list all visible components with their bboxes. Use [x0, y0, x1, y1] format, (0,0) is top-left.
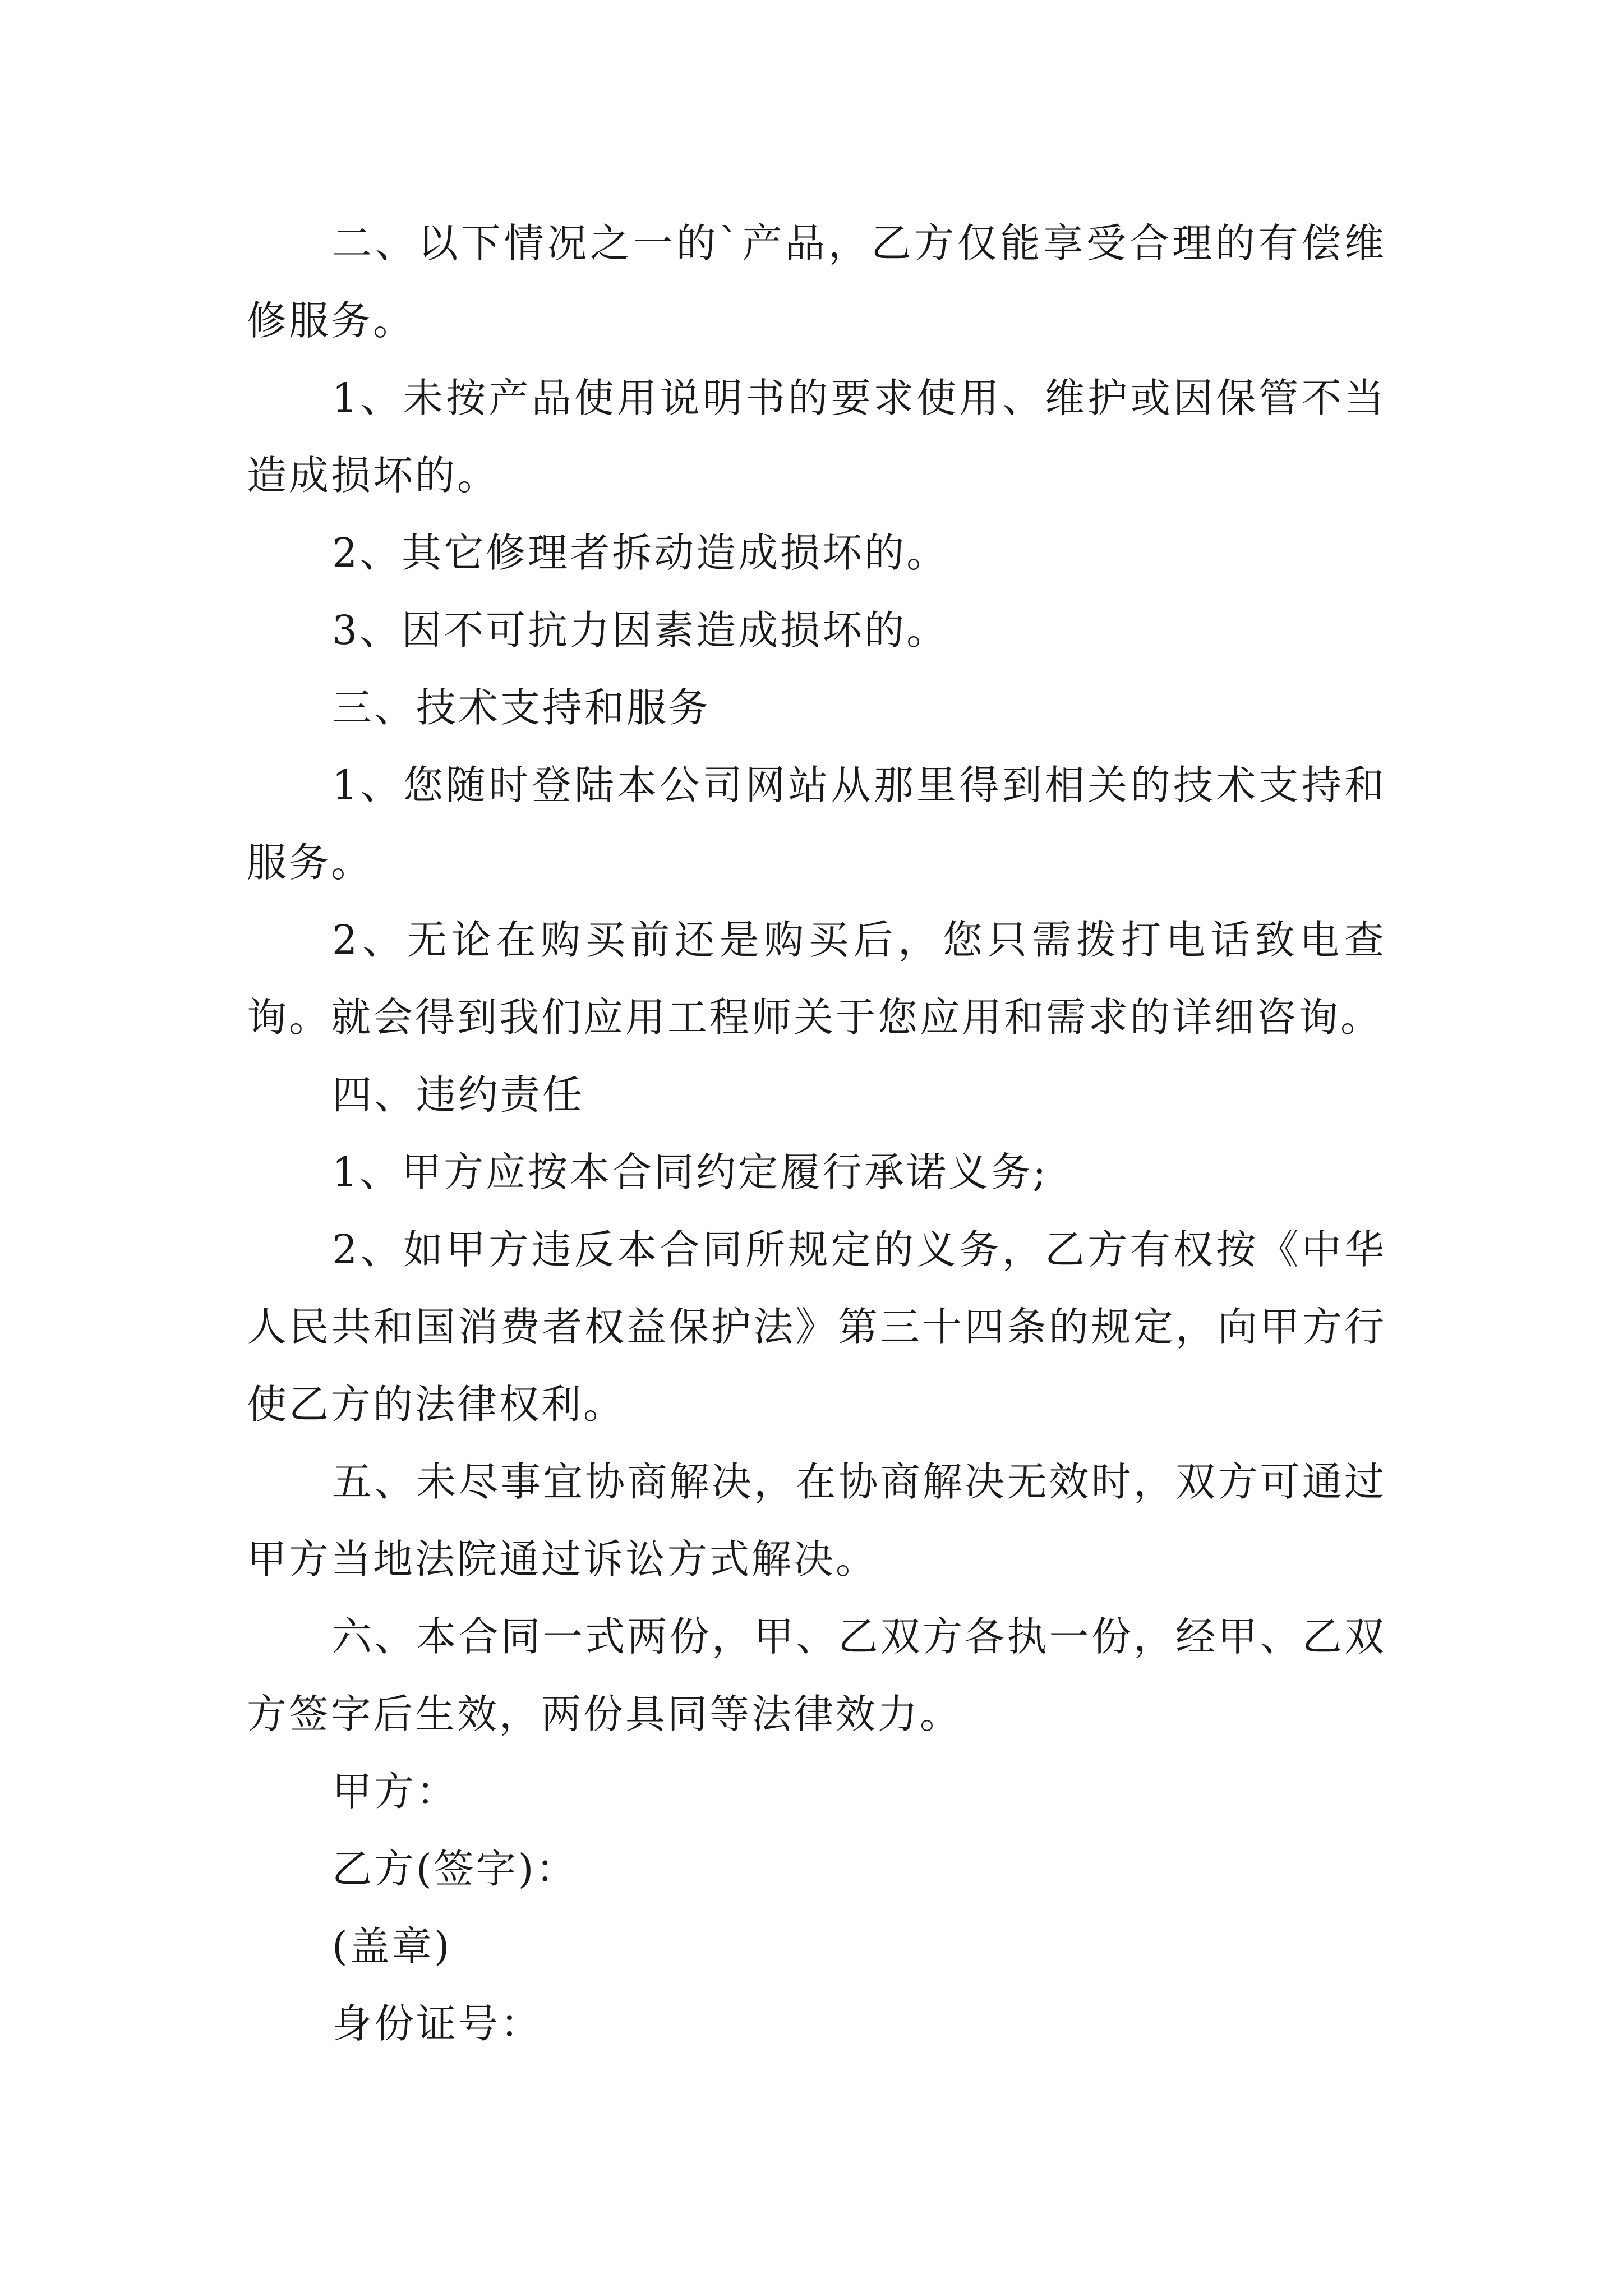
clause-4-heading: 四、违约责任 — [332, 1071, 585, 1118]
clause-3-item-1: 1、您随时登陆本公司网站从那里得到相关的技术支持和服务。 — [247, 762, 1386, 886]
party-a-signature-line: 甲方： — [332, 1768, 459, 1815]
document-body — [247, 205, 1386, 2063]
clause-4-item-1: 1、甲方应按本合同约定履行承诺义务; — [332, 1149, 1049, 1195]
clause-2-item-3: 3、因不可抗力因素造成损坏的。 — [332, 607, 949, 654]
clause-4-item-2: 2、如甲方违反本合同所规定的义务，乙方有权按《中华人民共和国消费者权益保护法》第三十四条的规定，向甲方行使乙方的法律权利。 — [247, 1226, 1386, 1428]
clause-2-item-2: 2、其它修理者拆动造成损坏的。 — [332, 530, 949, 576]
id-number-line: 身份证号： — [332, 2000, 543, 2047]
clause-3-item-2: 2、无论在购买前还是购买后，您只需拨打电话致电查询。就会得到我们应用工程师关于您应用和需求的详细咨询。 — [247, 917, 1386, 1041]
clause-2-paid-repair: 二、以下情况之一的`产品，乙方仅能享受合理的有偿维修服务。 — [247, 220, 1386, 344]
seal-line: (盖章) — [332, 1923, 452, 1970]
party-b-signature-line: 乙方(签字)： — [332, 1846, 578, 1892]
clause-5: 五、未尽事宜协商解决，在协商解决无效时，双方可通过甲方当地法院通过诉讼方式解决。 — [247, 1458, 1386, 1582]
clause-2-item-1: 1、未按产品使用说明书的要求使用、维护或因保管不当造成损坏的。 — [247, 375, 1386, 499]
clause-6: 六、本合同一式两份，甲、乙双方各执一份，经甲、乙双方签字后生效，两份具同等法律效力。 — [247, 1613, 1386, 1737]
clause-3-heading: 三、技术支持和服务 — [332, 684, 711, 731]
